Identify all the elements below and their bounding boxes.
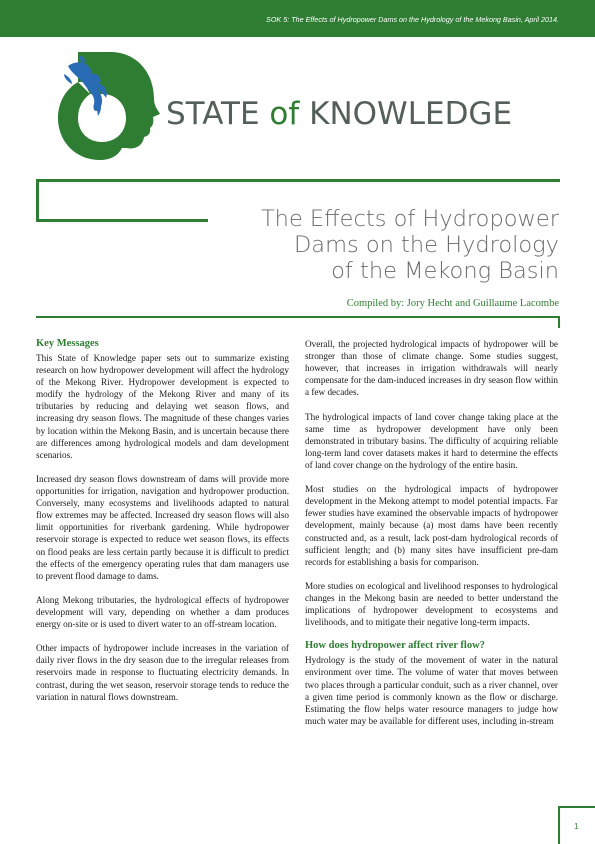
brand-knowledge: KNOWLEDGE — [299, 96, 513, 132]
page-number-box — [558, 806, 595, 844]
title-line-1: The Effects of Hydropower — [260, 206, 559, 232]
state-of-knowledge-logo — [50, 44, 170, 162]
running-title: SOK 5: The Effects of Hydropower Dams on the Hydrology of the Mekong Basin, April 2014. — [266, 15, 559, 24]
paragraph: This State of Knowledge paper sets out to summarize existing research on how hydropower development will affect the hydrology of the Mekong River. Hydropower development is expected to modify the hydrology of the Mekong River and many of its tributaries by reducing and delaying wet season flows, and increasing dry season flows. The magnitude of these changes varies by location within the Mekong Basin, and is uncertain because there are differences among hydrological models and dam development scenarios. — [36, 353, 289, 460]
brand-wordmark — [166, 96, 512, 132]
paragraph: Hydrology is the study of the movement of water in the natural environment over time. The volume of water that moves between two places through a particular conduit, such as a river channel, over a given time period is commonly known as the flow or discharge. Estimating the flow helps water resource managers to judge how much water may be available for different uses, including in-stream — [305, 655, 558, 726]
document-title — [261, 206, 559, 284]
right-column — [305, 338, 558, 739]
paragraph: More studies on ecological and livelihood responses to hydrological changes in the Mekong basin are needed to better understand the implications of hydropower development to ecosystems and livelihoods, and to mitigate their negative long-term impacts. — [305, 580, 558, 628]
authors-rule-tick — [558, 316, 560, 328]
left-column — [36, 338, 289, 715]
authors-line: Compiled by: Jory Hecht and Guillaume Lacombe — [346, 298, 559, 309]
section-heading: How does hydropower affect river flow? — [305, 640, 485, 652]
paragraph: Overall, the projected hydrological impacts of hydropower will be stronger than those of climate change. Some studies suggest, however, that increases in irrigation withdrawals will nearly compensate for the dam-induced increases in dry season flow within a few decades. — [305, 339, 558, 398]
authors-rule — [36, 316, 560, 318]
paragraph: Most studies on the hydrological impacts of hydropower development in the Mekong attempt to model potential impacts. Far fewer studies have examined the observable impacts of hydropower development, mainly because (a) most dams have been recently constructed and, as a result, lack post-dam hydrological records of sufficient length; and (b) many sites have insufficient pre-dam records for establishing a basis for comparison. — [305, 484, 558, 567]
title-line-3: of the Mekong Basin — [331, 258, 559, 284]
paragraph: Increased dry season flows downstream of dams will provide more opportunities for irrigation, navigation and hydropower production. Conversely, many ecosystems and livelihoods adapted to natural flow extremes may be affected. Increased dry season flows will also limit opportunities for riverbank gardening. While hydropower reservoir storage is expected to reduce wet season flows, its effects on flood peaks are less certain partly because it is difficult to predict the effects of the emergency operating rules that dam managers use to prevent flood damage to dams. — [36, 473, 289, 581]
page-number: 1 — [574, 822, 579, 831]
paragraph: Along Mekong tributaries, the hydrological effects of hydropower development will vary, depending on whether a dam produces energy on-site or is used to divert water to an off-stream location. — [36, 594, 289, 630]
brand-state: STATE — [166, 96, 270, 132]
title-frame-left-rule — [36, 179, 39, 221]
brand-of: of — [269, 96, 300, 132]
title-line-2: Dams on the Hydrology — [293, 232, 559, 258]
header-bar — [0, 0, 595, 37]
paragraph: Other impacts of hydropower include increases in the variation of daily river flows in the dry season due to the irregular releases from reservoirs made in response to fluctuating electricity demands. In contrast, during the wet season, reservoir storage tends to reduce the variation in natural flows downstream. — [36, 643, 289, 702]
paragraph: The hydrological impacts of land cover change taking place at the same time as hydropower development have only been demonstrated in tributary basins. The difficulty of acquiring reliable long-term land cover datasets makes it hard to determine the effects of land cover change on the hydrology of the entire basin. — [305, 411, 558, 470]
key-messages-heading: Key Messages — [36, 338, 99, 349]
title-frame-lower-rule — [36, 219, 208, 222]
title-frame-top-rule — [36, 179, 560, 182]
